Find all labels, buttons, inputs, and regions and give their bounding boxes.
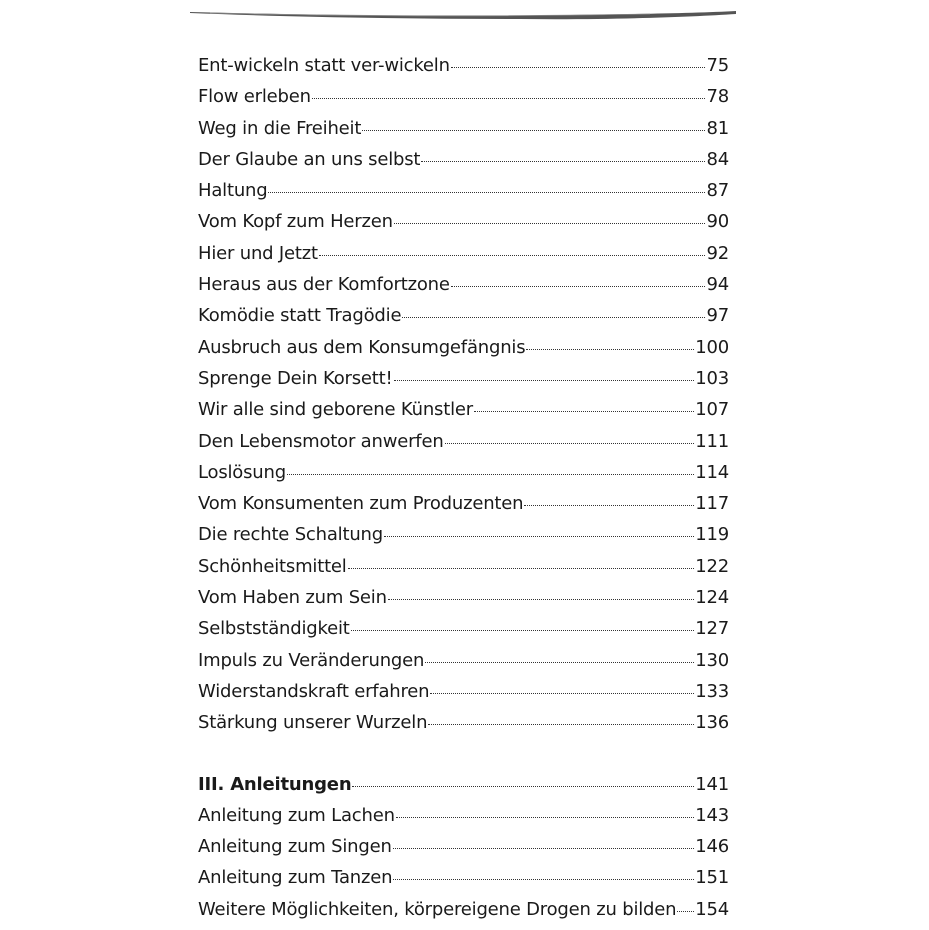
toc-entry[interactable] <box>198 55 729 86</box>
toc-entry-title: Anleitung zum Singen <box>198 836 392 858</box>
section-page: 141 <box>695 773 729 795</box>
toc-entry[interactable] <box>198 462 729 493</box>
toc-entry-title: Loslösung <box>198 461 286 483</box>
toc-entry-page: 114 <box>695 461 729 483</box>
toc-entry[interactable] <box>198 899 729 930</box>
toc-entry-page: 81 <box>706 117 729 139</box>
section-title: III. Anleitungen <box>198 773 352 795</box>
dot-leader <box>394 223 706 224</box>
toc-entry-page: 97 <box>706 305 729 327</box>
toc-entry-title: Anleitung zum Lachen <box>198 804 395 826</box>
toc-entry[interactable] <box>198 587 729 618</box>
dot-leader <box>428 724 694 725</box>
dot-leader <box>445 443 695 444</box>
toc-entry[interactable] <box>198 149 729 180</box>
toc-entry[interactable] <box>198 836 729 867</box>
toc-entry-title: Weg in die Freiheit <box>198 117 362 139</box>
toc-entry-title: Stärkung unserer Wurzeln <box>198 712 428 734</box>
toc-entry-page: 130 <box>695 649 729 671</box>
toc-entry[interactable] <box>198 86 729 117</box>
dot-leader <box>287 474 694 475</box>
toc-entry-title: Hier und Jetzt <box>198 242 318 264</box>
toc-entry-page: 124 <box>695 587 729 609</box>
toc-entry[interactable] <box>198 337 729 368</box>
dot-leader <box>393 879 694 880</box>
toc-entry[interactable] <box>198 368 729 399</box>
toc-entry-title: Impuls zu Veränderungen <box>198 649 425 671</box>
toc-entry-page: 146 <box>695 836 729 858</box>
dot-leader <box>319 255 706 256</box>
toc-entry-title: Die rechte Schaltung <box>198 524 383 546</box>
toc-entry[interactable] <box>198 399 729 430</box>
toc-entry-title: Flow erleben <box>198 86 311 108</box>
toc-section-heading[interactable] <box>198 774 729 805</box>
toc-entry-title: Schönheitsmittel <box>198 555 347 577</box>
toc-entry-title: Vom Haben zum Sein <box>198 587 387 609</box>
toc-entry-title: Widerstandskraft erfahren <box>198 680 430 702</box>
dot-leader <box>677 911 694 912</box>
toc-entry-title: Komödie statt Tragödie <box>198 305 402 327</box>
toc-entry[interactable] <box>198 867 729 898</box>
toc-entry-page: 111 <box>695 430 729 452</box>
toc-entry[interactable] <box>198 556 729 587</box>
toc-entry[interactable] <box>198 274 729 305</box>
toc-entry[interactable] <box>198 305 729 336</box>
toc-entry-title: Vom Kopf zum Herzen <box>198 211 393 233</box>
toc-entry-title: Haltung <box>198 180 268 202</box>
toc-entry-page: 87 <box>706 180 729 202</box>
dot-leader <box>474 411 694 412</box>
dot-leader <box>348 568 695 569</box>
toc-entry-page: 84 <box>706 148 729 170</box>
toc-entry-page: 78 <box>706 86 729 108</box>
dot-leader <box>430 693 694 694</box>
toc-entry-title: Vom Konsumenten zum Produzenten <box>198 493 524 515</box>
dot-leader <box>402 317 705 318</box>
toc-entry-title: Ent-wickeln statt ver-wickeln <box>198 55 450 76</box>
toc-entry[interactable] <box>198 712 729 743</box>
toc-entry[interactable] <box>198 211 729 242</box>
toc-entry-title: Der Glaube an uns selbst <box>198 148 421 170</box>
dot-leader <box>425 662 694 663</box>
toc-entry[interactable] <box>198 805 729 836</box>
toc-entry-page: 103 <box>695 367 729 389</box>
toc-entry[interactable] <box>198 180 729 211</box>
dot-leader <box>312 98 706 99</box>
toc-entry[interactable] <box>198 493 729 524</box>
dot-leader <box>526 349 694 350</box>
dot-leader <box>451 286 706 287</box>
toc-entry-title: Heraus aus der Komfortzone <box>198 274 450 296</box>
toc-entry[interactable] <box>198 118 729 149</box>
toc-entry-title: Sprenge Dein Korsett! <box>198 367 393 389</box>
dot-leader <box>268 192 705 193</box>
table-of-contents <box>198 55 729 930</box>
toc-entry-page: 151 <box>695 867 729 889</box>
dot-leader <box>396 817 694 818</box>
toc-entry-page: 154 <box>695 898 729 920</box>
dot-leader <box>351 630 695 631</box>
toc-entry-title: Anleitung zum Tanzen <box>198 867 393 889</box>
dot-leader <box>394 380 695 381</box>
toc-entry-title: Weitere Möglichkeiten, körpereigene Drogen zu bilden <box>198 898 677 920</box>
toc-entry[interactable] <box>198 681 729 712</box>
toc-entry[interactable] <box>198 243 729 274</box>
toc-entry-page: 75 <box>706 55 729 76</box>
brush-stroke-rule <box>190 6 736 20</box>
toc-entry[interactable] <box>198 618 729 649</box>
toc-entry-page: 117 <box>695 493 729 515</box>
dot-leader <box>451 67 706 68</box>
dot-leader <box>362 130 705 131</box>
toc-entry-title: Wir alle sind geborene Künstler <box>198 399 473 421</box>
toc-entry-page: 119 <box>695 524 729 546</box>
toc-entry-page: 90 <box>706 211 729 233</box>
toc-entry[interactable] <box>198 650 729 681</box>
dot-leader <box>421 161 705 162</box>
toc-entry-title: Ausbruch aus dem Konsumgefängnis <box>198 336 526 358</box>
section-spacer <box>198 744 729 774</box>
dot-leader <box>384 536 694 537</box>
toc-entry-page: 133 <box>695 680 729 702</box>
toc-entry-page: 92 <box>706 242 729 264</box>
toc-entry-page: 127 <box>695 618 729 640</box>
toc-entry[interactable] <box>198 431 729 462</box>
toc-entry-page: 100 <box>695 336 729 358</box>
toc-entry-page: 122 <box>695 555 729 577</box>
dot-leader <box>524 505 694 506</box>
toc-entry-page: 136 <box>695 712 729 734</box>
toc-entry-page: 107 <box>695 399 729 421</box>
toc-entry-title: Selbstständigkeit <box>198 618 350 640</box>
dot-leader <box>352 786 694 787</box>
dot-leader <box>388 599 694 600</box>
dot-leader <box>393 848 695 849</box>
toc-entry[interactable] <box>198 524 729 555</box>
toc-entry-page: 94 <box>706 274 729 296</box>
toc-entry-title: Den Lebensmotor anwerfen <box>198 430 444 452</box>
toc-entry-page: 143 <box>695 804 729 826</box>
